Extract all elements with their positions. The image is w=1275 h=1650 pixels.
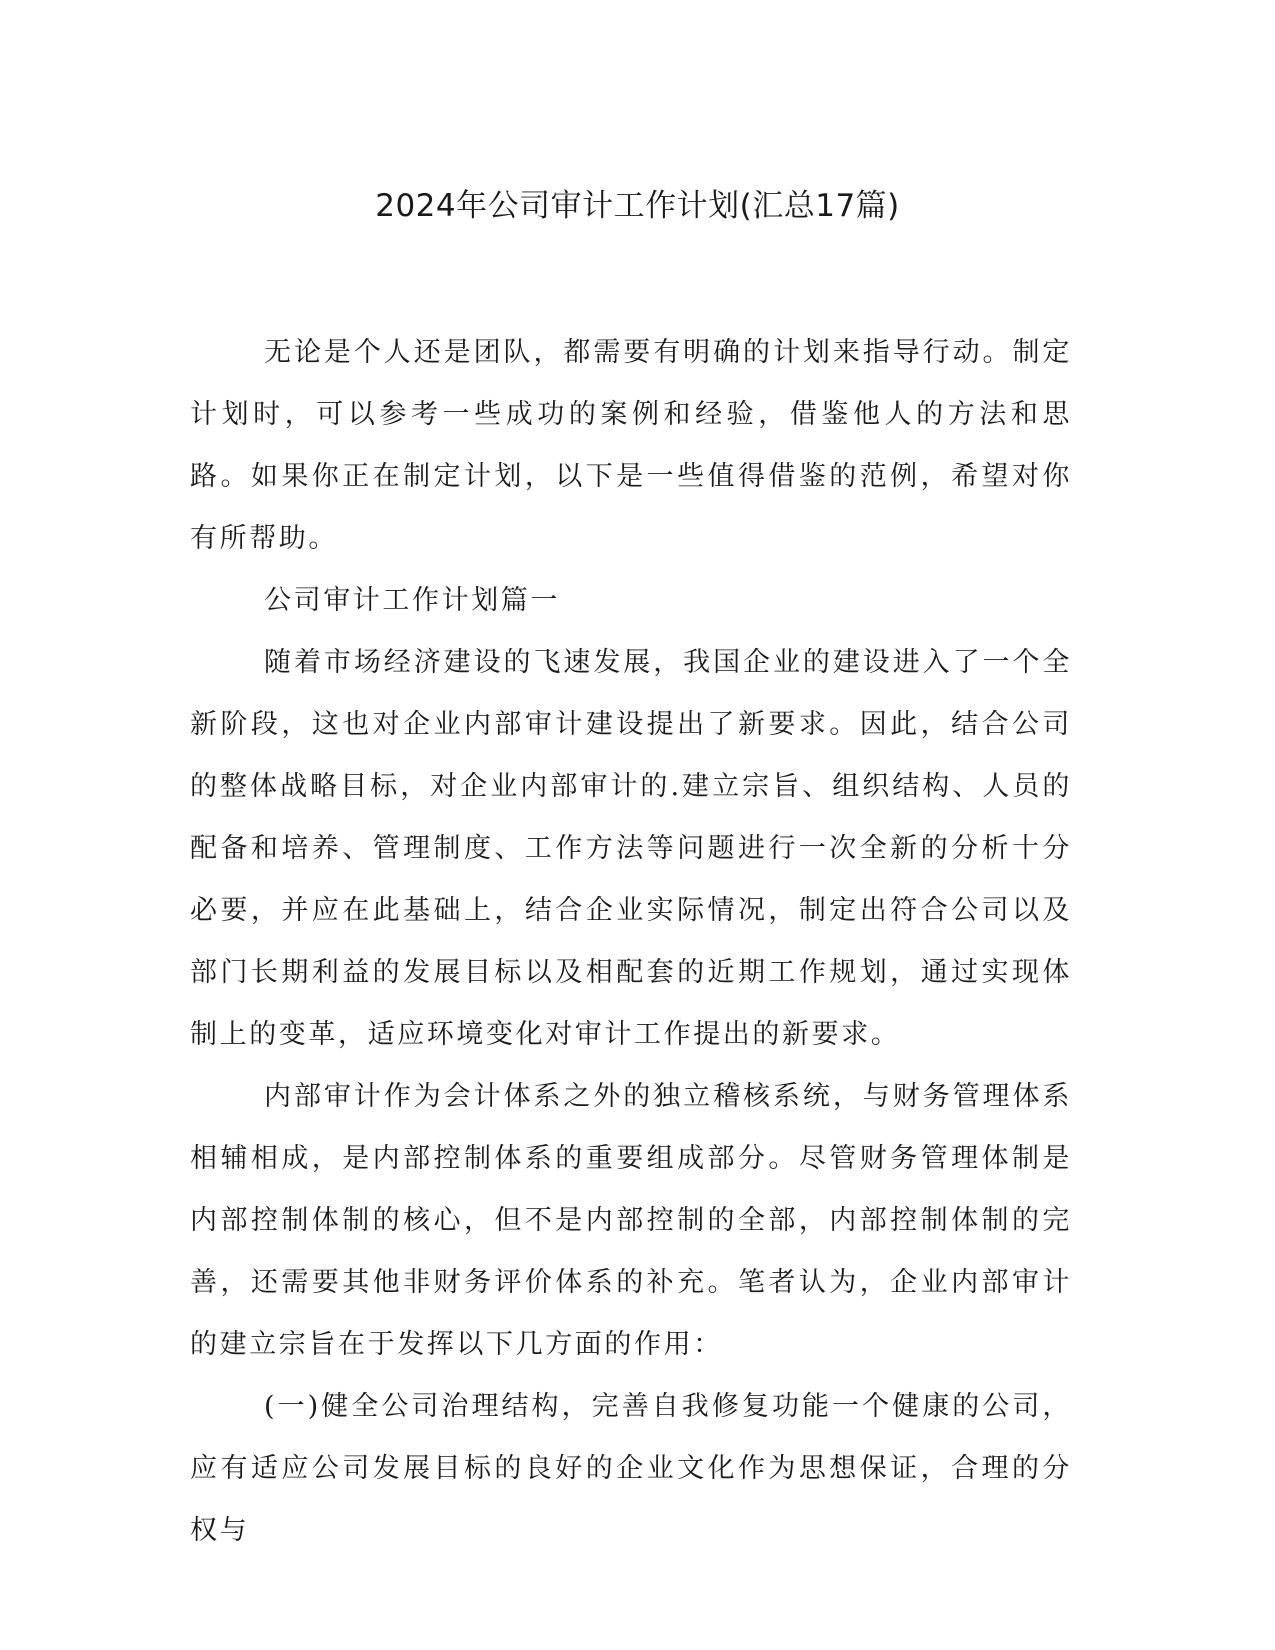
section-heading: 公司审计工作计划篇一 <box>264 585 560 616</box>
body-paragraph: 内部审计作为会计体系之外的独立稽核系统，与财务管理体系相辅相成，是内部控制体系的重要组成部分。尽管财务管理体制是内部控制体制的核心，但不是内部控制的全部，内部控制体制的完善，还需要其他非财务评价体系的补充。笔者认为，企业内部审计的建立宗旨在于发挥以下几方面的作用： <box>190 1081 1072 1360</box>
document-body <box>190 322 1072 1562</box>
intro-paragraph: 无论是个人还是团队，都需要有明确的计划来指导行动。制定计划时，可以参考一些成功的案例和经验，借鉴他人的方法和思路。如果你正在制定计划，以下是一些值得借鉴的范例，希望对你有所帮助。 <box>190 337 1072 554</box>
body-paragraph: 随着市场经济建设的飞速发展，我国企业的建设进入了一个全新阶段，这也对企业内部审计建设提出了新要求。因此，结合公司的整体战略目标，对企业内部审计的.建立宗旨、组织结构、人员的配备和培养、管理制度、工作方法等问题进行一次全新的分析十分必要，并应在此基础上，结合企业实际情况，制定出符合公司以及部门长期利益的发展目标以及相配套的近期工作规划，通过实现体制上的变革，适应环境变化对审计工作提出的新要求。 <box>190 647 1072 1050</box>
document-title: 2024年公司审计工作计划(汇总17篇) <box>375 188 900 224</box>
body-paragraph: (一)健全公司治理结构，完善自我修复功能一个健康的公司，应有适应公司发展目标的良好的企业文化作为思想保证，合理的分权与 <box>190 1391 1072 1546</box>
